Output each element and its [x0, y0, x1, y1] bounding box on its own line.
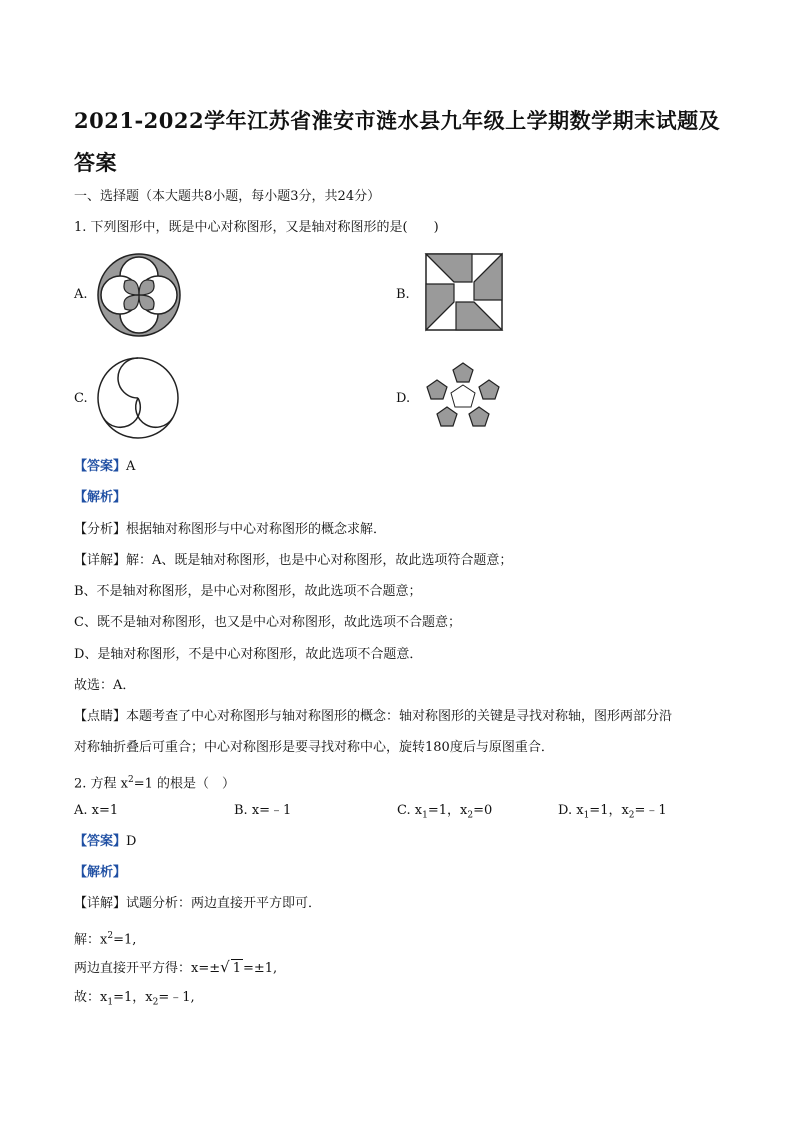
- comment-tag: 【点睛】: [74, 709, 127, 724]
- q1-figure-a: [95, 251, 183, 339]
- q1-detail-b: B、不是轴对称图形，是中心对称图形，故此选项不合题意；: [74, 584, 422, 599]
- comment-text-1: 本题考查了中心对称图形与轴对称图形的概念：轴对称图形的关键是寻找对称轴，图形两部分沿: [126, 709, 673, 724]
- q1-fenxi: [74, 521, 386, 539]
- q1-choose: 故选：A．: [74, 678, 136, 693]
- page-title: 2021-2022学年江苏省淮安市涟水县九年级上学期数学期末试题及答案: [74, 108, 721, 175]
- q2-sol3-sub2: 2: [152, 997, 159, 1008]
- q2-sol2-pre: 两边直接开平方得：x=±: [74, 961, 221, 976]
- q2-solution-1: [74, 927, 136, 949]
- q2-answer: [74, 833, 136, 851]
- analysis-tag: 【解析】: [74, 490, 127, 505]
- q1-figure-d: [423, 361, 503, 433]
- q1-answer: [74, 458, 135, 476]
- q2-stem-post: =1 的根是（ ）: [133, 776, 236, 792]
- q2-option-a: A. x=1: [74, 803, 119, 818]
- q1-option-a-label: A.: [74, 287, 88, 302]
- q2-option-b: B. x=﹣1: [234, 803, 292, 818]
- fenxi-tag: 【分析】: [74, 522, 127, 537]
- q2-solution-3: [74, 989, 195, 1012]
- q2-d-sub2: 2: [628, 810, 635, 821]
- answer-tag: 【答案】: [74, 459, 127, 474]
- q1-detail-a: [74, 552, 512, 570]
- q2-d-sub1: 1: [583, 810, 590, 821]
- q1-comment-2: 对称轴折叠后可重合；中心对称图形是要寻找对称中心，旋转180度后与原图重合．: [74, 740, 554, 755]
- q2-sol3-mid: =1，x: [113, 990, 153, 1005]
- q2-stem: [74, 771, 235, 793]
- q2-detail-text: 试题分析：两边直接开平方即可．: [126, 896, 322, 911]
- q2-analysis: [74, 864, 126, 882]
- q1-figure-c: [95, 355, 181, 441]
- q1-figure-b: [424, 252, 504, 332]
- q2-sol3-sub1: 1: [107, 997, 114, 1008]
- q2-detail: [74, 895, 321, 913]
- fenxi-text: 根据轴对称图形与中心对称图形的概念求解．: [126, 522, 387, 537]
- section-heading: 一、选择题（本大题共8小题，每小题3分，共24分）: [74, 189, 381, 204]
- q2-sol2-post: =±1,: [242, 961, 278, 976]
- q1-analysis: [74, 489, 126, 507]
- q2-answer-tag: 【答案】: [74, 834, 127, 849]
- q2-sol1-sup: 2: [107, 931, 114, 941]
- q2-c-sub1: 1: [422, 810, 428, 821]
- q2-answer-value: D: [126, 834, 137, 849]
- q1-comment-1: [74, 708, 672, 726]
- detail-tag: 【详解】: [74, 553, 127, 568]
- q2-sol2-radicand: 1: [232, 961, 241, 976]
- q2-detail-tag: 【详解】: [74, 896, 127, 911]
- q2-solution-2: 两边直接开平方得：x=±√ 1 =±1,: [74, 958, 278, 976]
- q2-d-mid: =1，x: [589, 803, 629, 818]
- q2-analysis-tag: 【解析】: [74, 865, 127, 880]
- q2-sol1-post: =1,: [113, 932, 137, 948]
- q2-stem-pre: 2. 方程 x: [74, 776, 128, 792]
- q2-sol3-pre: 故：x: [74, 990, 108, 1005]
- q2-stem-sup: 2: [128, 775, 134, 785]
- q1-detail-d: D、是轴对称图形，不是中心对称图形，故此选项不合题意．: [74, 647, 423, 662]
- q2-c-mid: =1，x: [427, 803, 468, 818]
- q1-option-b-label: B.: [396, 287, 410, 302]
- q2-option-d: [558, 802, 667, 825]
- q2-d-pre: D. x: [558, 803, 584, 818]
- q2-sol3-post: =﹣1,: [158, 990, 195, 1005]
- q2-c-sub2: 2: [467, 810, 474, 821]
- q2-option-c: [397, 802, 492, 825]
- q2-c-post: =0: [473, 803, 493, 818]
- q1-option-d-label: D.: [396, 391, 411, 406]
- q2-d-post: =﹣1: [634, 803, 667, 818]
- q2-c-pre: C. x: [397, 803, 423, 818]
- q1-option-c-label: C.: [74, 391, 88, 406]
- detail-a-text: 解：A、既是轴对称图形，也是中心对称图形，故此选项符合题意；: [126, 553, 513, 568]
- answer-value: A: [126, 459, 136, 474]
- q2-sol1-pre: 解：x: [74, 932, 108, 948]
- q1-detail-c: C、既不是轴对称图形，也又是中心对称图形，故此选项不合题意；: [74, 615, 461, 630]
- q1-stem: 1. 下列图形中，既是中心对称图形，又是轴对称图形的是( ): [74, 220, 439, 235]
